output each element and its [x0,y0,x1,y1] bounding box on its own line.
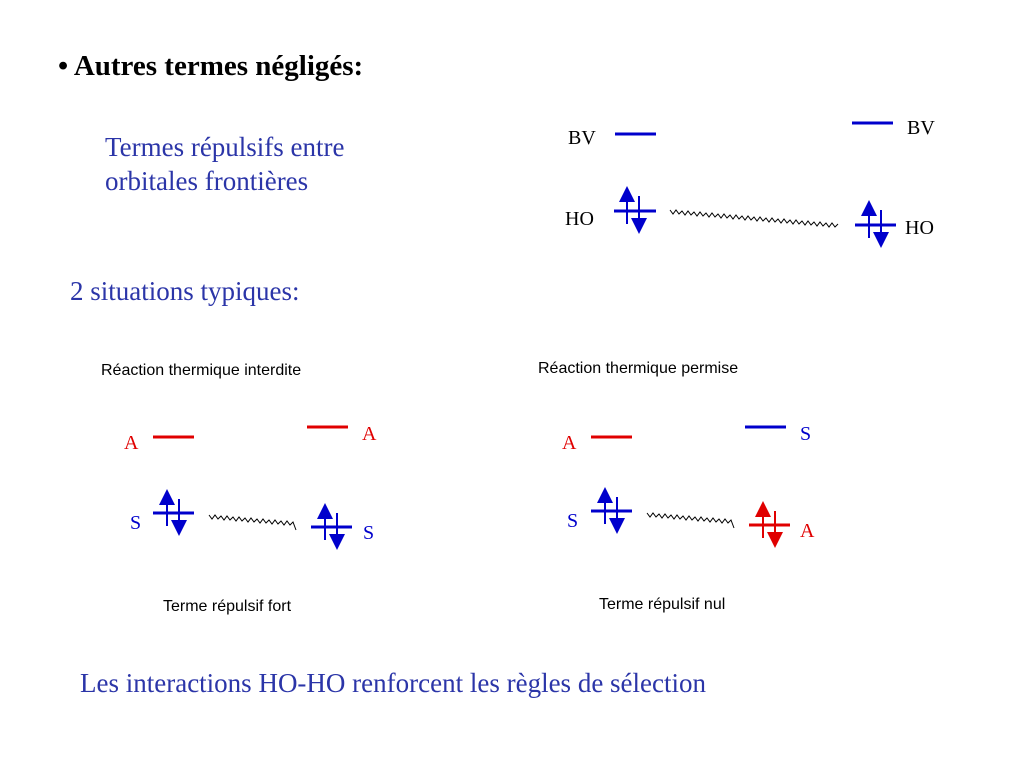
allowed-left-lower-label: S [567,510,579,532]
forbidden-right-lower-level [311,511,352,542]
conclusion: Les interactions HO-HO renforcent les règles de sélection [80,668,707,698]
top-right-lumo-label: BV [907,117,935,139]
allowed-interaction-wave [647,513,734,528]
forbidden-left-upper-label: A [124,432,139,454]
top-diagram [614,123,896,240]
bullet-glyph: • [58,50,69,82]
top-right-homo-label: HO [905,217,934,239]
top-left-homo-label: HO [565,208,594,230]
allowed-left-upper-label: A [562,432,577,454]
allowed-diagram [591,427,790,540]
top-left-homo-level [614,194,656,226]
allowed-right-lower-level [749,509,790,540]
allowed-caption: Terme répulsif nul [599,596,726,613]
forbidden-right-lower-label: S [363,522,375,544]
allowed-right-lower-label: A [800,520,815,542]
forbidden-left-lower-level [153,497,194,528]
subtitle-line-1: Termes répulsifs entre [105,132,345,162]
top-left-lumo-label: BV [568,127,596,149]
forbidden-diagram [153,427,352,542]
forbidden-caption: Terme répulsif fort [163,598,292,615]
heading-text: Autres termes négligés: [73,50,364,82]
forbidden-left-lower-label: S [130,512,142,534]
situations-label: 2 situations typiques: [70,276,300,306]
top-interaction-wave [670,210,838,227]
forbidden-interaction-wave [209,515,296,530]
forbidden-title: Réaction thermique interdite [101,362,302,379]
allowed-left-lower-level [591,495,632,526]
forbidden-right-upper-label: A [362,423,377,445]
allowed-title: Réaction thermique permise [538,360,739,377]
subtitle-line-2: orbitales frontières [105,166,309,196]
allowed-right-upper-label: S [800,423,812,445]
top-right-homo-level [855,208,896,240]
